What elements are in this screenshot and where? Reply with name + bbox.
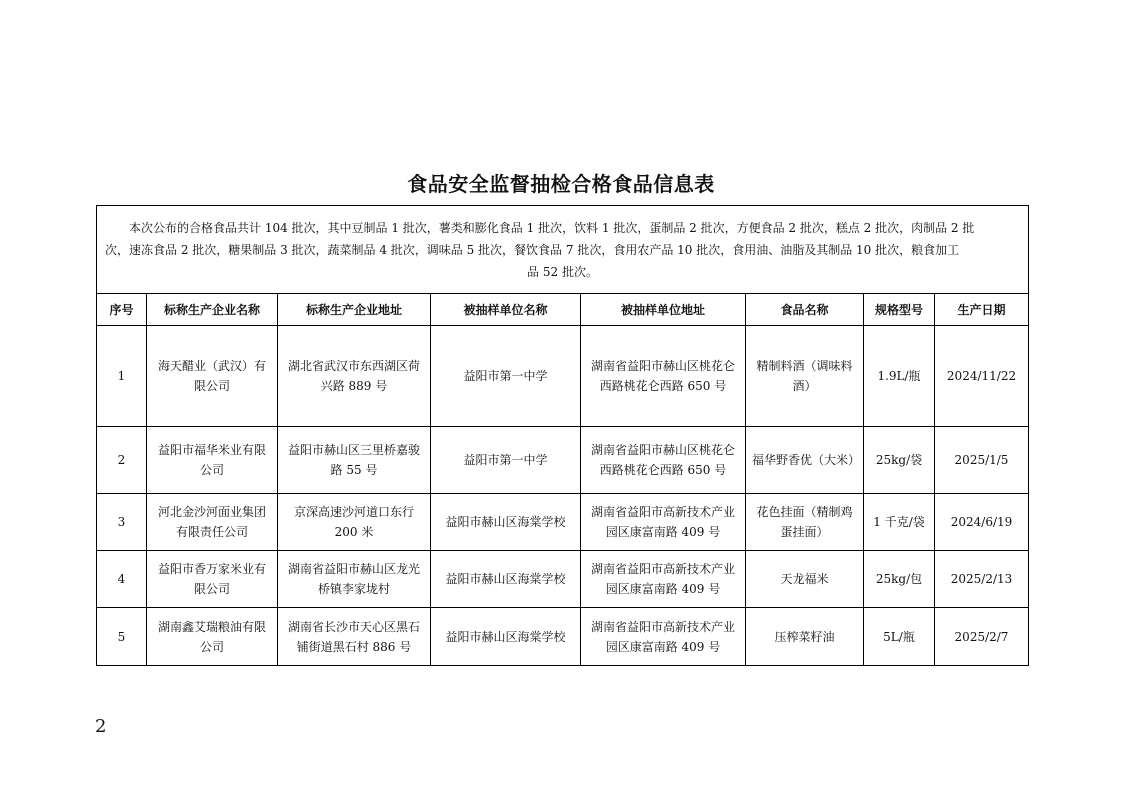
cell-date: 2025/2/7 (935, 608, 1029, 666)
cell-no: 3 (97, 494, 147, 551)
cell-sampled-address: 湖南省益阳市高新技术产业园区康富南路 409 号 (581, 551, 746, 608)
cell-no: 5 (97, 608, 147, 666)
column-header: 标称生产企业地址 (278, 294, 431, 326)
cell-sampled-unit: 益阳市赫山区海棠学校 (431, 494, 581, 551)
summary-line: 本次公布的合格食品共计 104 批次，其中豆制品 1 批次，薯类和膨化食品 1 批次，饮料 1 批次，蛋制品 2 批次，方便食品 2 批次，糕点 2 批次，肉制品 2 批 (129, 220, 975, 235)
cell-company: 湖南鑫艾瑞粮油有限公司 (147, 608, 278, 666)
cell-date: 2024/6/19 (935, 494, 1029, 551)
cell-food-name: 福华野香优（大米） (746, 427, 864, 494)
table-row (97, 608, 1029, 666)
table-row (97, 326, 1029, 427)
cell-company-address: 湖南省长沙市天心区黑石铺街道黑石村 886 号 (278, 608, 431, 666)
column-header: 被抽样单位名称 (431, 294, 581, 326)
cell-spec: 5L/瓶 (864, 608, 935, 666)
table-row (97, 551, 1029, 608)
cell-sampled-unit: 益阳市赫山区海棠学校 (431, 608, 581, 666)
cell-company: 益阳市香万家米业有限公司 (147, 551, 278, 608)
column-header: 规格型号 (864, 294, 935, 326)
page-number: 2 (95, 716, 107, 737)
cell-sampled-address: 湖南省益阳市高新技术产业园区康富南路 409 号 (581, 608, 746, 666)
cell-spec: 1.9L/瓶 (864, 326, 935, 427)
cell-company-address: 湖北省武汉市东西湖区荷兴路 889 号 (278, 326, 431, 427)
cell-no: 1 (97, 326, 147, 427)
cell-sampled-address: 湖南省益阳市赫山区桃花仑西路桃花仑西路 650 号 (581, 427, 746, 494)
cell-spec: 25kg/包 (864, 551, 935, 608)
cell-sampled-address: 湖南省益阳市赫山区桃花仑西路桃花仑西路 650 号 (581, 326, 746, 427)
table-row (97, 494, 1029, 551)
table-row (97, 427, 1029, 494)
cell-sampled-unit: 益阳市第一中学 (431, 326, 581, 427)
inspection-table (96, 205, 1029, 666)
cell-food-name: 花色挂面（精制鸡蛋挂面） (746, 494, 864, 551)
cell-sampled-address: 湖南省益阳市高新技术产业园区康富南路 409 号 (581, 494, 746, 551)
cell-sampled-unit: 益阳市赫山区海棠学校 (431, 551, 581, 608)
column-header: 标称生产企业名称 (147, 294, 278, 326)
cell-spec: 25kg/袋 (864, 427, 935, 494)
cell-company: 海天醋业（武汉）有限公司 (147, 326, 278, 427)
document-title: 食品安全监督抽检合格食品信息表 (407, 172, 715, 196)
cell-company-address: 益阳市赫山区三里桥嘉骏路 55 号 (278, 427, 431, 494)
cell-no: 4 (97, 551, 147, 608)
column-header: 生产日期 (935, 294, 1029, 326)
summary-line: 次，速冻食品 2 批次，糖果制品 3 批次，蔬菜制品 4 批次，调味品 5 批次，餐饮食品 7 批次，食用农产品 10 批次，食用油、油脂及其制品 10 批次，粮食加工 (105, 242, 960, 257)
cell-food-name: 精制料酒（调味料酒） (746, 326, 864, 427)
cell-spec: 1 千克/袋 (864, 494, 935, 551)
column-header: 食品名称 (746, 294, 864, 326)
cell-date: 2025/1/5 (935, 427, 1029, 494)
summary-line: 品 52 批次。 (527, 264, 598, 279)
cell-food-name: 天龙福米 (746, 551, 864, 608)
cell-date: 2024/11/22 (935, 326, 1029, 427)
cell-no: 2 (97, 427, 147, 494)
summary-text (97, 206, 1029, 294)
cell-sampled-unit: 益阳市第一中学 (431, 427, 581, 494)
column-header: 被抽样单位地址 (581, 294, 746, 326)
cell-company-address: 京深高速沙河道口东行 200 米 (278, 494, 431, 551)
cell-company: 河北金沙河面业集团有限责任公司 (147, 494, 278, 551)
cell-company-address: 湖南省益阳市赫山区龙光桥镇李家垅村 (278, 551, 431, 608)
cell-company: 益阳市福华米业有限公司 (147, 427, 278, 494)
table-header-row (97, 294, 1029, 326)
cell-date: 2025/2/13 (935, 551, 1029, 608)
cell-food-name: 压榨菜籽油 (746, 608, 864, 666)
column-header: 序号 (97, 294, 147, 326)
